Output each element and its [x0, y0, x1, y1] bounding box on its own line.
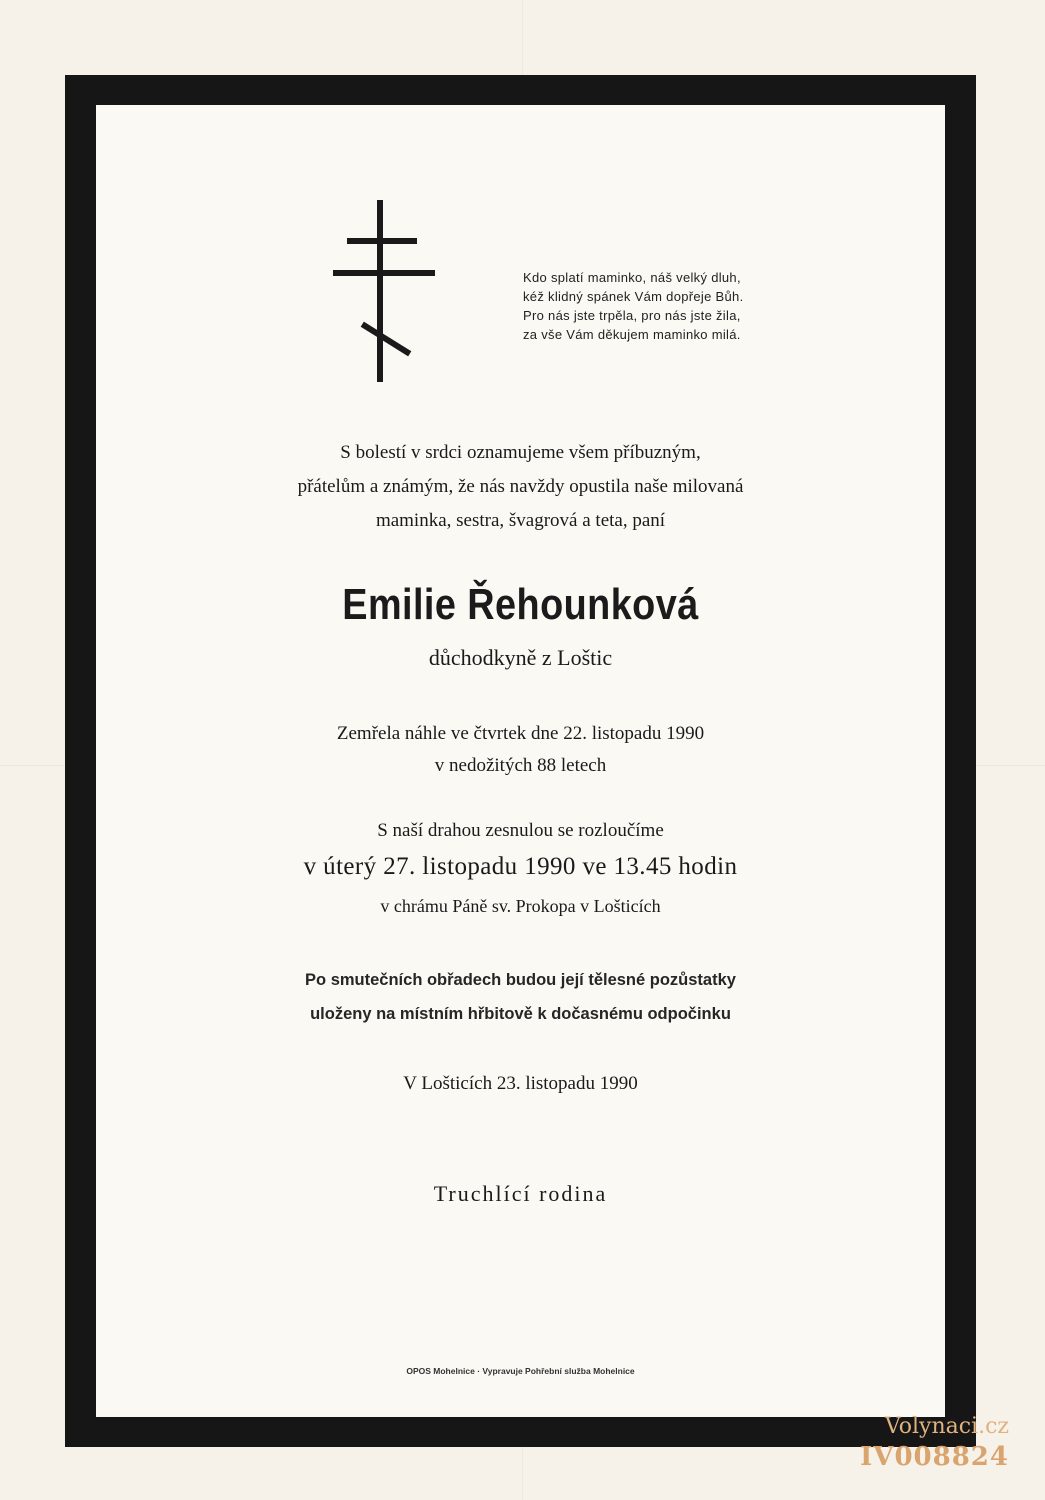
announcement [96, 436, 945, 538]
burial-line: uloženy na místním hřbitově k dočasnému odpočinku [310, 1005, 731, 1023]
cross-main-bar [333, 270, 435, 276]
burial-line: Po smutečních obřadech budou její tělesné pozůstatky [305, 971, 736, 989]
farewell-time: v úterý 27. listopadu 1990 ve 13.45 hodin [303, 853, 738, 880]
signature: Truchlící rodina [433, 1181, 608, 1206]
watermark-id: IV008824 [860, 1442, 1009, 1472]
deceased-occupation: důchodkyně z Loštic [428, 645, 613, 670]
cross-slant-bar [361, 322, 412, 357]
death-date-line: Zemřela náhle ve čtvrtek dne 22. listopadu 1990 [336, 723, 705, 744]
archive-watermark [860, 1412, 1009, 1472]
poem-line: kéž klidný spánek Vám dopřeje Bůh. [523, 289, 744, 304]
announcement-line: S bolestí v srdci oznamujeme všem příbuzným, [340, 442, 701, 463]
death-details [96, 718, 945, 782]
orthodox-cross-icon [330, 200, 440, 385]
poem-line: Pro nás jste trpěla, pro nás jste žila, [523, 308, 741, 323]
poem-line: za vše Vám děkujem maminko milá. [523, 327, 741, 342]
deceased-name: Emilie Řehounková [342, 580, 699, 629]
farewell-place: v chrámu Páně sv. Prokopa v Lošticích [380, 896, 661, 916]
date-and-place: V Lošticích 23. listopadu 1990 [403, 1073, 638, 1094]
memorial-poem [523, 268, 823, 344]
cross-top-bar [347, 238, 417, 244]
announcement-line: maminka, sestra, švagrová a teta, paní [375, 510, 666, 531]
printer-footer: OPOS Mohelnice · Vypravuje Pohřební služba Mohelnice [406, 1366, 635, 1376]
announcement-line: přátelům a známým, že nás navždy opustila naše milovaná [297, 476, 744, 497]
poem-line: Kdo splatí maminko, náš velký dluh, [523, 270, 741, 285]
burial-details [96, 963, 945, 1031]
watermark-site: Volynaci.cz [884, 1414, 1009, 1439]
farewell-intro: S naší drahou zesnulou se rozloučíme [377, 820, 664, 841]
cross-upright [377, 200, 383, 382]
death-age-line: v nedožitých 88 letech [434, 755, 607, 776]
